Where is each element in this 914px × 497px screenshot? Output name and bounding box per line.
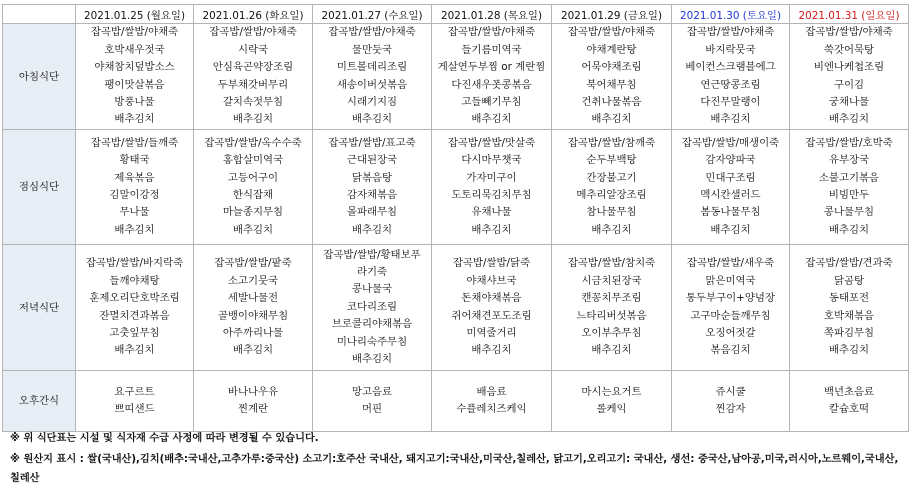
meal-label-line: 식단 bbox=[39, 70, 60, 83]
date-header-wed: 2021.01.27 (수요일) bbox=[313, 5, 432, 24]
menu-item: 잡곡밥/쌀밥/야채죽 bbox=[686, 26, 775, 39]
menu-item: 호박채볶음 bbox=[823, 309, 875, 322]
menu-item: 오징어젓갈 bbox=[705, 326, 756, 339]
menu-item: 잡곡밥/쌀밥/호박죽 bbox=[805, 136, 893, 149]
menu-item: 시금치된장국 bbox=[581, 274, 642, 287]
menu-item: 배추김치 bbox=[351, 223, 393, 236]
menu-item: 배추김치 bbox=[471, 113, 512, 126]
menu-item: 구이김 bbox=[833, 78, 865, 91]
menu-item: 머핀 bbox=[361, 403, 383, 415]
menu-item: 배추김치 bbox=[232, 223, 274, 236]
menu-item: 볶음김치 bbox=[710, 344, 751, 357]
menu-item: 콩나물무침 bbox=[823, 206, 875, 219]
lunch-fri-cell bbox=[552, 130, 672, 245]
menu-item: 백년초음료 bbox=[823, 385, 875, 398]
menu-item: 물만둣국 bbox=[351, 43, 393, 56]
menu-item: 순두부백탕 bbox=[586, 154, 637, 167]
notice-change: ※ 위 식단표는 시설 및 식자재 수급 사정에 따라 변경될 수 있습니다. bbox=[10, 433, 319, 444]
dinner-mon-cell bbox=[76, 245, 194, 371]
menu-item: 배추김치 bbox=[471, 223, 512, 236]
menu-item: 게살연두부찜 or 계란찜 bbox=[437, 61, 546, 74]
menu-item: 잡곡밥/쌀밥/야채죽 bbox=[90, 26, 179, 39]
date-header-tue: 2021.01.26 (화요일) bbox=[194, 5, 313, 24]
menu-item: 오이부추무침 bbox=[581, 326, 642, 339]
breakfast-thu-cell bbox=[432, 24, 552, 130]
menu-item: 배추김치 bbox=[114, 344, 155, 357]
menu-item: 캔꽁치무조림 bbox=[581, 292, 642, 305]
menu-item: 바나나우유 bbox=[227, 385, 279, 398]
menu-item: 고구마순들깨무침 bbox=[690, 309, 771, 322]
menu-item: 찐계란 bbox=[237, 403, 269, 415]
menu-item: 무나물 bbox=[119, 206, 150, 219]
menu-item: 다시마무챗국 bbox=[461, 154, 522, 167]
notice-origin: ※ 원산지 표시 : 쌀(국내산),김치(배추:국내산,고추가루:중국산) 소고기:호주산 국내산, 돼지고기:국내산,미국산,칠레산, 닭고기,오리고기: 국내산, 생선: 중국산,남아공,미국,러시아,노르웨이,국내산, 칠레산 bbox=[10, 454, 899, 484]
menu-item: 소불고기볶음 bbox=[818, 171, 880, 184]
menu-item: 느타리버섯볶음 bbox=[576, 309, 647, 322]
menu-item: 라기죽 bbox=[356, 265, 388, 278]
menu-item: 건취나물볶음 bbox=[581, 95, 642, 108]
lunch-label bbox=[3, 130, 76, 245]
menu-item: 잡곡밥/쌀밥/황태보푸 bbox=[323, 248, 421, 261]
meal-label-line: 간식 bbox=[39, 395, 60, 407]
breakfast-label bbox=[3, 24, 76, 130]
dinner-fri-cell bbox=[552, 245, 672, 371]
menu-item: 배추김치 bbox=[828, 223, 870, 236]
breakfast-fri-cell bbox=[552, 24, 672, 130]
date-header-mon: 2021.01.25 (월요일) bbox=[76, 5, 194, 24]
menu-item: 골뱅이야채무침 bbox=[217, 309, 289, 322]
menu-item: 어묵야채조림 bbox=[581, 61, 642, 74]
menu-item: 아주까리나물 bbox=[222, 326, 284, 339]
breakfast-tue-cell bbox=[194, 24, 313, 130]
menu-item: 잡곡밥/쌀밥/야채죽 bbox=[447, 26, 536, 39]
menu-item: 유부장국 bbox=[828, 154, 870, 167]
menu-item: 비빔만두 bbox=[828, 189, 870, 201]
menu-item: 비엔나케첩조림 bbox=[813, 61, 885, 74]
menu-item: 야채참치덮밥소스 bbox=[94, 61, 175, 74]
lunch-tue-cell bbox=[194, 130, 313, 245]
menu-item: 잡곡밥/쌀밥/매생이죽 bbox=[681, 136, 780, 149]
menu-item: 갈치속젓무침 bbox=[222, 95, 284, 108]
breakfast-wed-cell bbox=[313, 24, 432, 130]
dinner-sun-cell bbox=[790, 245, 909, 371]
menu-item: 제육볶음 bbox=[114, 171, 155, 184]
menu-item: 배추김치 bbox=[114, 223, 155, 236]
menu-item: 쪽파김무침 bbox=[823, 326, 875, 339]
menu-item: 찐감자 bbox=[715, 403, 746, 415]
menu-item: 통두부구이+양념장 bbox=[685, 292, 775, 305]
menu-item: 야채계란탕 bbox=[586, 43, 637, 56]
snack-fri-cell bbox=[552, 371, 672, 432]
lunch-mon-cell bbox=[76, 130, 194, 245]
menu-item: 시락국 bbox=[237, 43, 269, 56]
snack-row bbox=[3, 371, 909, 432]
menu-item: 돈채야채볶음 bbox=[461, 292, 522, 305]
menu-item: 배음료 bbox=[476, 385, 507, 398]
menu-item: 배추김치 bbox=[351, 113, 393, 126]
menu-item: 간장불고기 bbox=[586, 171, 637, 184]
menu-item: 배추김치 bbox=[828, 113, 870, 126]
menu-item: 새송이버섯볶음 bbox=[336, 78, 408, 91]
lunch-thu-cell bbox=[432, 130, 552, 245]
menu-item: 베이컨스크램블에그 bbox=[685, 61, 776, 74]
menu-item: 다진무말랭이 bbox=[700, 95, 761, 108]
menu-item: 배추김치 bbox=[232, 113, 274, 126]
snack-mon-cell bbox=[76, 371, 194, 432]
menu-item: 망고음료 bbox=[351, 385, 393, 398]
menu-item: 배추김치 bbox=[828, 344, 870, 357]
dinner-tue-cell bbox=[194, 245, 313, 371]
breakfast-sat-cell bbox=[672, 24, 790, 130]
menu-item: 콩나물국 bbox=[351, 283, 393, 296]
menu-item: 배추김치 bbox=[351, 353, 393, 366]
menu-item: 쑥갓어묵탕 bbox=[823, 43, 875, 56]
meal-label-line: 오후 bbox=[18, 395, 39, 407]
menu-item: 잡곡밥/쌀밥/야채죽 bbox=[328, 26, 416, 39]
menu-item: 잡곡밥/쌀밥/야채죽 bbox=[209, 26, 297, 39]
menu-item: 몰파래무침 bbox=[346, 206, 398, 219]
menu-item: 잡곡밥/쌀밥/바지락죽 bbox=[85, 257, 184, 270]
menu-item: 미역줄거리 bbox=[466, 326, 517, 339]
menu-item: 잡곡밥/쌀밥/야채죽 bbox=[805, 26, 893, 39]
menu-item: 황태국 bbox=[119, 154, 150, 167]
menu-item: 메추리알장조림 bbox=[576, 189, 647, 201]
menu-item: 잡곡밥/쌀밥/옥수수죽 bbox=[204, 136, 302, 149]
dinner-row bbox=[3, 245, 909, 371]
meal-label-line: 아침 bbox=[18, 70, 39, 83]
menu-item: 북어채무침 bbox=[586, 78, 637, 91]
menu-item: 잡곡밥/쌀밥/참치죽 bbox=[567, 257, 656, 270]
lunch-wed-cell bbox=[313, 130, 432, 245]
menu-item: 동태포전 bbox=[828, 292, 870, 305]
menu-item: 배추김치 bbox=[232, 344, 274, 357]
weekly-menu-table bbox=[2, 4, 909, 432]
menu-item: 요구르트 bbox=[114, 385, 155, 398]
menu-item: 멕시칸샐러드 bbox=[700, 189, 761, 201]
menu-item: 소고기뭇국 bbox=[227, 274, 279, 287]
menu-item: 코다리조림 bbox=[346, 300, 398, 313]
menu-item: 고등어구이 bbox=[227, 171, 279, 184]
menu-item: 한식잡채 bbox=[232, 189, 274, 201]
menu-item: 궁채나물 bbox=[828, 95, 870, 108]
menu-item: 고들빼기무침 bbox=[461, 95, 522, 108]
meal-label-line: 저녁 bbox=[18, 301, 39, 314]
menu-item: 봄동나물무침 bbox=[700, 206, 761, 219]
menu-item: 훈제오리단호박조림 bbox=[89, 292, 180, 305]
menu-item: 마늘종지무침 bbox=[222, 206, 284, 219]
menu-item: 배추김치 bbox=[114, 113, 155, 126]
date-header-fri: 2021.01.29 (금요일) bbox=[552, 5, 672, 24]
menu-item: 들기름미역국 bbox=[461, 43, 522, 56]
meal-label-line: 식단 bbox=[39, 301, 60, 314]
menu-item: 잡곡밥/쌀밥/들깨죽 bbox=[90, 136, 179, 149]
meal-label-line: 점심 bbox=[18, 181, 39, 193]
menu-item: 배추김치 bbox=[591, 223, 632, 236]
menu-item: 잔멸치견과볶음 bbox=[99, 309, 170, 322]
menu-item: 닭곰탕 bbox=[833, 274, 865, 287]
menu-item: 들깨야채탕 bbox=[109, 274, 160, 287]
menu-item: 쁘띠샌드 bbox=[114, 403, 155, 415]
menu-item: 잡곡밥/쌀밥/맛살죽 bbox=[447, 136, 536, 149]
menu-item: 세발나물전 bbox=[227, 292, 279, 305]
date-header-row bbox=[3, 5, 909, 24]
menu-item: 시래기지짐 bbox=[346, 95, 398, 108]
dinner-sat-cell bbox=[672, 245, 790, 371]
snack-label bbox=[3, 371, 76, 432]
menu-item: 쥐어채견포도조림 bbox=[451, 309, 532, 322]
snack-sat-cell bbox=[672, 371, 790, 432]
menu-item: 잡곡밥/쌀밥/참깨죽 bbox=[567, 136, 656, 149]
menu-item: 김말이강정 bbox=[109, 189, 160, 201]
breakfast-mon-cell bbox=[76, 24, 194, 130]
menu-item: 팽이맛살볶음 bbox=[104, 78, 165, 91]
menu-item: 고춧잎무침 bbox=[109, 326, 160, 339]
menu-item: 수플레치즈케익 bbox=[456, 403, 527, 415]
menu-item: 유채나물 bbox=[471, 206, 512, 219]
menu-item: 잡곡밥/쌀밥/견과죽 bbox=[805, 257, 893, 270]
menu-item: 바지락뭇국 bbox=[705, 43, 756, 56]
dinner-wed-cell bbox=[313, 245, 432, 371]
menu-item: 닭볶음탕 bbox=[351, 171, 393, 184]
snack-tue-cell bbox=[194, 371, 313, 432]
menu-item: 안심육곤약장조림 bbox=[212, 61, 294, 74]
menu-item: 롤케익 bbox=[596, 403, 627, 415]
breakfast-row bbox=[3, 24, 909, 130]
menu-item: 호박새우젓국 bbox=[104, 43, 165, 56]
menu-item: 미나리숙주무침 bbox=[336, 335, 408, 348]
date-header-sun: 2021.01.31 (일요일) bbox=[790, 5, 909, 24]
menu-item: 감자채볶음 bbox=[346, 189, 398, 201]
lunch-sun-cell bbox=[790, 130, 909, 245]
meal-label-line: 식단 bbox=[39, 181, 60, 193]
lunch-row bbox=[3, 130, 909, 245]
menu-item: 다진새우폿콩볶음 bbox=[451, 78, 532, 91]
menu-item: 연근땅콩조림 bbox=[700, 78, 761, 91]
menu-item: 미트볼데리조림 bbox=[336, 61, 408, 74]
menu-item: 두부채갓버무리 bbox=[217, 78, 289, 91]
notes-section bbox=[10, 428, 910, 488]
dinner-label bbox=[3, 245, 76, 371]
menu-item: 도토리묵김치무침 bbox=[451, 189, 532, 201]
menu-item: 잡곡밥/쌀밥/야채죽 bbox=[567, 26, 656, 39]
menu-item: 근대된장국 bbox=[346, 154, 398, 167]
menu-item: 배추김치 bbox=[471, 344, 512, 357]
menu-item: 민대구조림 bbox=[705, 171, 756, 184]
menu-item: 쥬시쿨 bbox=[715, 385, 746, 398]
menu-item: 마시는요거트 bbox=[581, 385, 642, 398]
menu-item: 맑은미역국 bbox=[705, 274, 756, 287]
menu-item: 홍합살미역국 bbox=[222, 154, 284, 167]
menu-item: 방풍나물 bbox=[114, 95, 155, 108]
menu-item: 잡곡밥/쌀밥/새우죽 bbox=[686, 257, 775, 270]
breakfast-sun-cell bbox=[790, 24, 909, 130]
dinner-thu-cell bbox=[432, 245, 552, 371]
menu-item: 배추김치 bbox=[710, 223, 751, 236]
date-header-sat: 2021.01.30 (토요일) bbox=[672, 5, 790, 24]
menu-item: 배추김치 bbox=[591, 113, 632, 126]
lunch-sat-cell bbox=[672, 130, 790, 245]
menu-item: 잡곡밥/쌀밥/닭죽 bbox=[452, 257, 531, 270]
snack-sun-cell bbox=[790, 371, 909, 432]
menu-item: 잡곡밥/쌀밥/팥죽 bbox=[214, 257, 292, 270]
menu-item: 배추김치 bbox=[591, 344, 632, 357]
snack-wed-cell bbox=[313, 371, 432, 432]
menu-item: 가자미구이 bbox=[466, 171, 517, 184]
menu-item: 잡곡밥/쌀밥/표고죽 bbox=[328, 136, 416, 149]
snack-thu-cell bbox=[432, 371, 552, 432]
date-header-thu: 2021.01.28 (목요일) bbox=[432, 5, 552, 24]
menu-item: 야채샤브국 bbox=[466, 274, 517, 287]
menu-item: 감자양파국 bbox=[705, 154, 756, 167]
menu-item: 배추김치 bbox=[710, 113, 751, 126]
menu-item: 참나물무침 bbox=[586, 206, 637, 219]
menu-item: 칼슘호떡 bbox=[828, 403, 870, 415]
corner-cell bbox=[3, 5, 76, 24]
menu-item: 브로콜리야채볶음 bbox=[331, 318, 413, 331]
